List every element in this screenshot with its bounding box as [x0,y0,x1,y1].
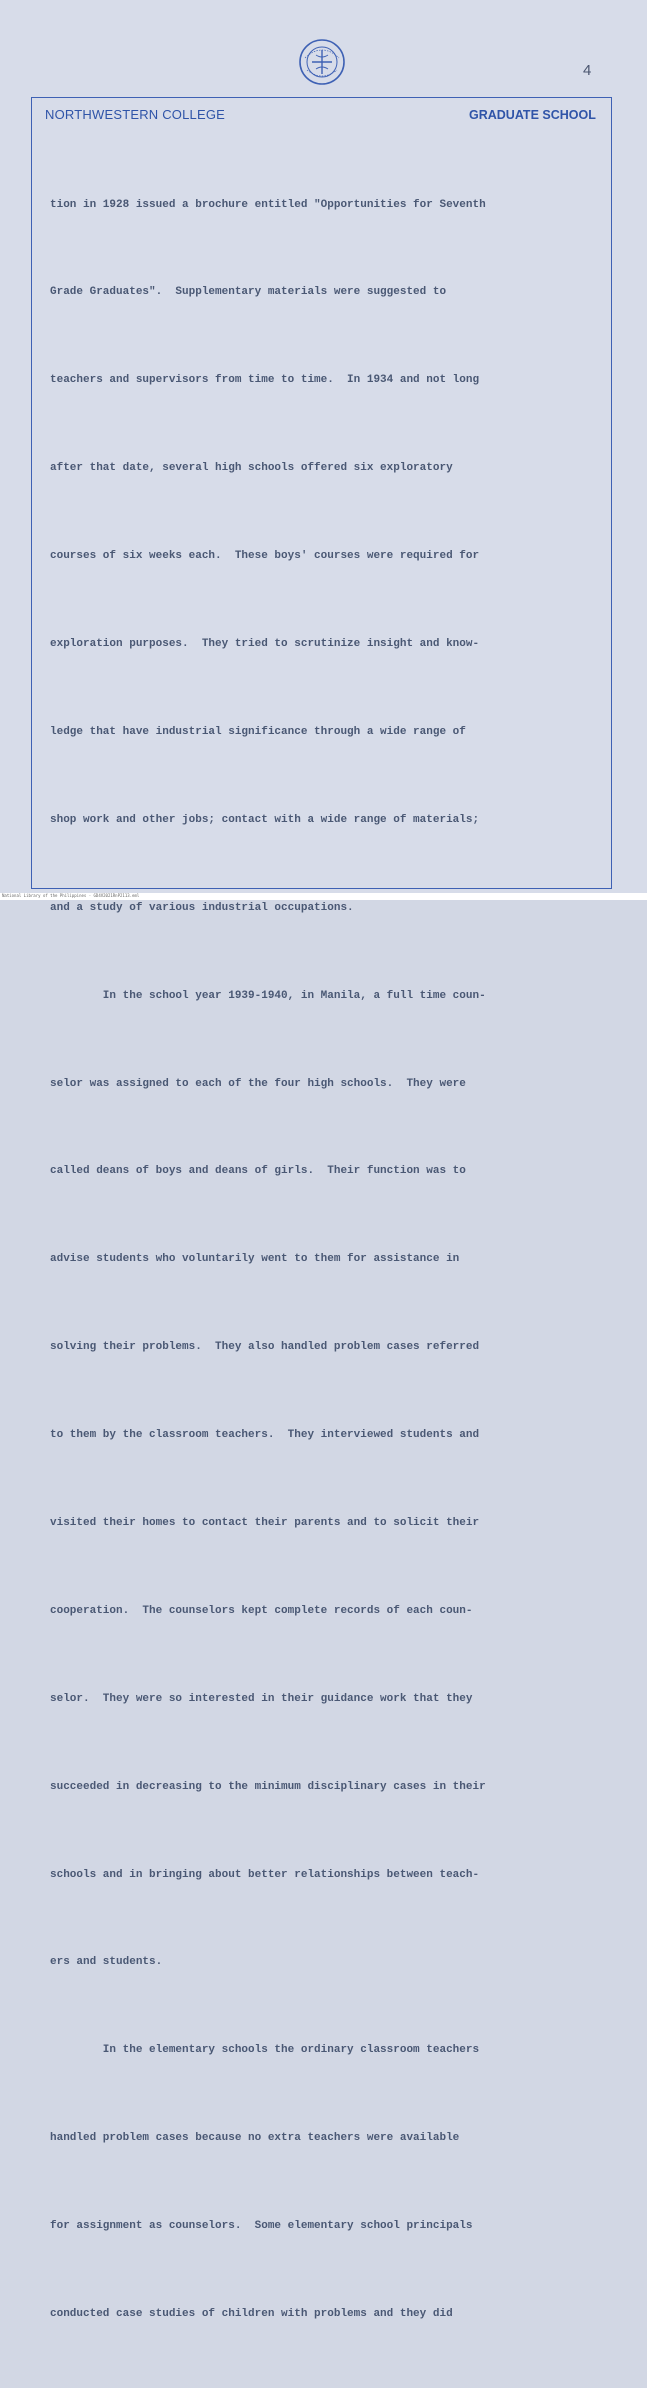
text-line: cooperation. The counselors kept complete records of each coun- [50,1604,473,1617]
college-seal-icon [298,38,346,86]
text-line: exploration purposes. They tried to scrutinize insight and know- [50,638,480,651]
text-line: visited their homes to contact their parents and to solicit their [50,1516,480,1529]
text-line: solving their problems. They also handled problem cases referred [50,1341,480,1354]
text-line: ers and students. [50,1956,163,1969]
text-line: selor was assigned to each of the four high schools. They were [50,1077,466,1090]
text-line: and a study of various industrial occupations. [50,901,354,914]
text-line: shop work and other jobs; contact with a wide range of materials; [50,813,480,826]
text-line: advise students who voluntarily went to them for assistance in [50,1253,460,1266]
text-line: teachers and supervisors from time to time. In 1934 and not long [50,374,480,387]
page-number: 4 [583,62,592,79]
text-line: handled problem cases because no extra teachers were available [50,2132,460,2145]
text-line: called deans of boys and deans of girls. Their function was to [50,1165,466,1178]
text-line: In the elementary schools the ordinary classroom teachers [50,2044,480,2057]
text-line: after that date, several high schools offered six exploratory [50,462,453,475]
text-line: succeeded in decreasing to the minimum disciplinary cases in their [50,1780,486,1793]
text-line: selor. They were so interested in their guidance work that they [50,1692,473,1705]
text-line: for assignment as counselors. Some elementary school principals [50,2220,473,2233]
text-line: ledge that have industrial significance through a wide range of [50,725,466,738]
body-text [50,132,625,2388]
text-line: conducted case studies of children with problems and they did [50,2307,453,2320]
text-line: In the school year 1939-1940, in Manila, a full time coun- [50,989,486,1002]
text-line: tion in 1928 issued a brochure entitled "Opportunities for Seventh [50,198,486,211]
text-line: schools and in bringing about better relationships between teach- [50,1868,480,1881]
text-line: Grade Graduates". Supplementary materials were suggested to [50,286,447,299]
scan-footer-note: National Library of the Philippines · GD4V2021RnP2113.eml [2,893,140,898]
text-line: courses of six weeks each. These boys' courses were required for [50,550,480,563]
header-school: GRADUATE SCHOOL [469,108,596,122]
text-line: to them by the classroom teachers. They interviewed students and [50,1429,480,1442]
header-institution: NORTHWESTERN COLLEGE [45,107,226,122]
